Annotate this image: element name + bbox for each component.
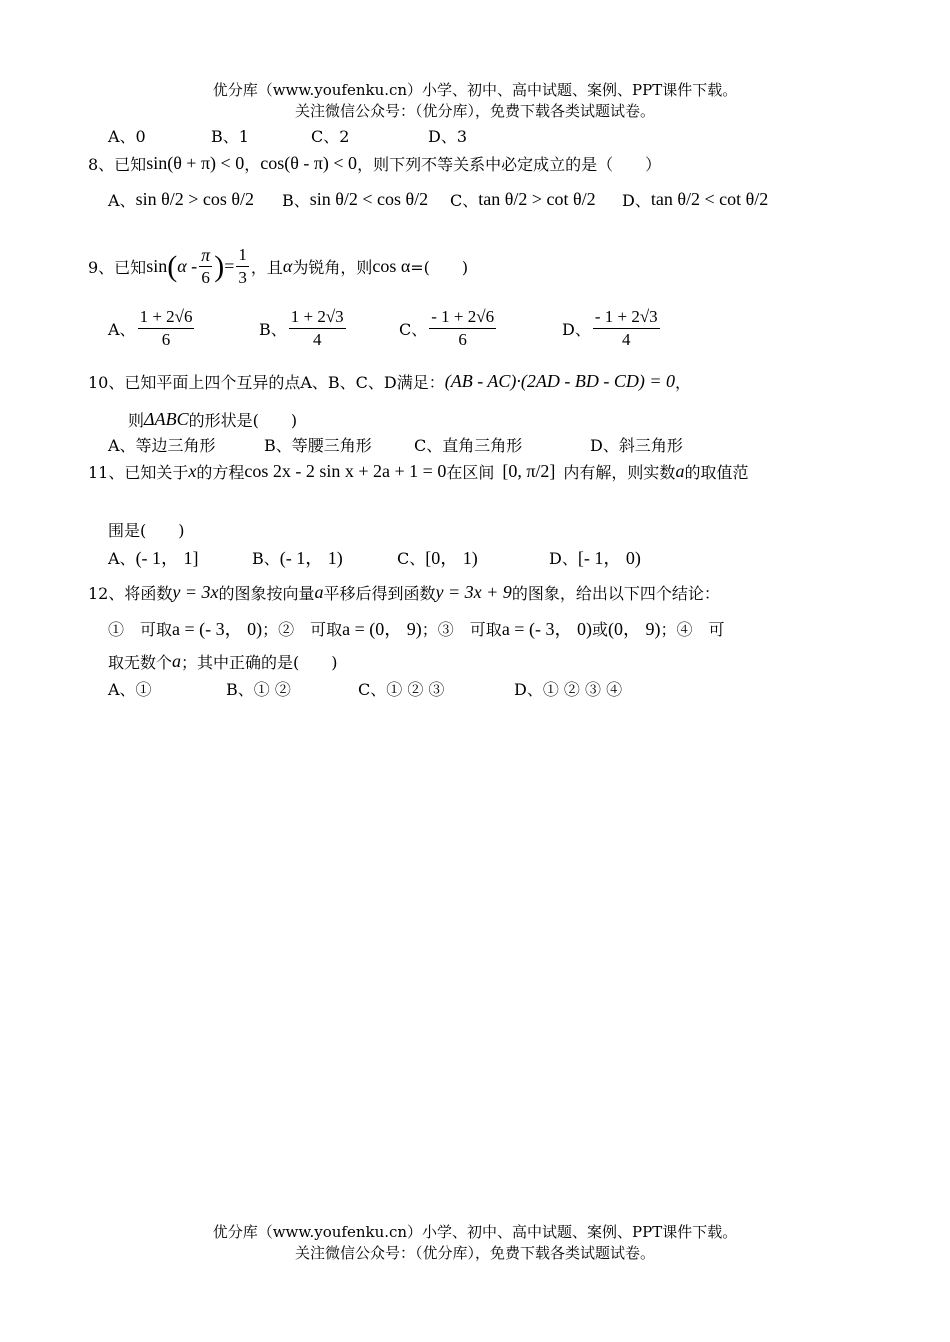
q9-option-d bbox=[562, 306, 662, 351]
q9-mid: ，且 bbox=[250, 258, 283, 277]
q12-l3a: 取无数个 bbox=[108, 653, 173, 672]
q8-option-b-expr: sin θ/2 < cos θ/2 bbox=[309, 189, 429, 209]
q9-stem bbox=[88, 244, 468, 289]
q7-option-a: A、0 bbox=[108, 127, 146, 146]
q8-mid: ， bbox=[244, 155, 261, 174]
q11-prefix: 11、已知关于 bbox=[88, 463, 189, 482]
q10-line2 bbox=[128, 408, 297, 431]
q11-suffix: 的取值范 bbox=[684, 463, 749, 482]
q10-triangle: ΔABC bbox=[144, 409, 189, 429]
q9-option-a bbox=[108, 306, 259, 351]
q12-mid: 的图象按向量 bbox=[218, 584, 315, 603]
q10-prefix: 10、已知平面上四个互异的点A、B、C、D满足： bbox=[88, 373, 445, 392]
q11-option-b-value: (- 1， 1) bbox=[279, 548, 343, 568]
q8-option-c bbox=[450, 188, 622, 211]
q11-option-a bbox=[108, 544, 252, 570]
footer-line-1: 优分库（www.youfenku.cn）小学、初中、高中试题、案例、PPT课件下载。 bbox=[212, 1223, 738, 1241]
q8-option-a-expr: sin θ/2 > cos θ/2 bbox=[135, 189, 254, 209]
q10-option-b: B、等腰三角形 bbox=[264, 436, 372, 455]
q11-option-c bbox=[397, 544, 549, 570]
q8-cond1: sin(θ + π) < 0 bbox=[146, 153, 245, 173]
q10-options bbox=[108, 433, 683, 456]
q12-stem bbox=[88, 581, 720, 604]
q11-option-b-label: B、 bbox=[252, 548, 280, 568]
q9-option-c bbox=[399, 306, 562, 351]
q10-option-a: A、等边三角形 bbox=[108, 436, 216, 455]
q9-paren-left: ( bbox=[167, 249, 178, 283]
q9-alpha: α bbox=[282, 256, 293, 276]
q8-cond2: cos(θ - π) < 0 bbox=[260, 153, 358, 173]
q12-l3-a: a bbox=[172, 651, 182, 671]
q12-prefix: 12、将函数 bbox=[88, 584, 173, 603]
q9-option-a-label: A、 bbox=[108, 320, 136, 339]
q9-option-c-den: 6 bbox=[458, 330, 467, 349]
q10-line2b: 的形状是( ) bbox=[188, 411, 298, 430]
q9-option-b-label: B、 bbox=[259, 320, 287, 339]
q7-option-c: C、2 bbox=[311, 127, 350, 146]
q12-option-a: A、① bbox=[108, 680, 152, 699]
q9-option-b-num: 1 + 2√3 bbox=[289, 306, 346, 329]
q9-cos-alpha: cos α bbox=[372, 256, 411, 276]
q12-l2-or: 或 bbox=[591, 619, 608, 639]
q11-mid3: 内有解，则实数 bbox=[563, 463, 676, 482]
q9-option-c-label: C、 bbox=[399, 320, 428, 339]
q12-line3 bbox=[108, 650, 338, 673]
q12-l2-1: ① 可取 bbox=[108, 619, 173, 639]
q10-option-d: D、斜三角形 bbox=[590, 436, 683, 455]
q10-expr: (AB - AC)·(2AD - BD - CD) = 0 bbox=[444, 371, 676, 391]
q12-options bbox=[108, 677, 622, 700]
q11-line2 bbox=[108, 518, 185, 541]
q8-option-a bbox=[108, 188, 282, 211]
q9-pi-over-6: $\frac{\pi}{6}$ bbox=[201, 245, 211, 287]
q7-options bbox=[108, 124, 467, 147]
q8-option-b bbox=[282, 188, 450, 211]
q8-option-b-label: B、 bbox=[282, 191, 310, 210]
q8-stem bbox=[88, 152, 661, 175]
q12-line2 bbox=[108, 615, 724, 641]
q8-suffix: ，则下列不等关系中必定成立的是（ ） bbox=[357, 155, 662, 174]
q9-option-b-den: 4 bbox=[312, 330, 322, 349]
q12-l2-v4: (0， 9) bbox=[607, 619, 661, 639]
q9-prefix: 9、已知 bbox=[88, 258, 147, 277]
q9-equals: = bbox=[224, 256, 235, 276]
q11-option-b bbox=[252, 544, 397, 570]
q10-line2a: 则 bbox=[128, 411, 145, 430]
q12-f2: y = 3x + 9 bbox=[435, 582, 512, 602]
q10-option-c: C、直角三角形 bbox=[414, 436, 523, 455]
q9-option-a-num: 1 + 2√6 bbox=[138, 306, 195, 329]
q11-line2-text: 围是( ) bbox=[108, 521, 185, 540]
q12-option-c: C、① ② ③ bbox=[358, 680, 445, 699]
q12-option-b: B、① ② bbox=[226, 680, 291, 699]
q9-options bbox=[108, 306, 662, 351]
footer-line-2: 关注微信公众号：（优分库），免费下载各类试题试卷。 bbox=[294, 1244, 655, 1262]
q8-option-c-label: C、 bbox=[450, 191, 479, 210]
q11-stem bbox=[88, 460, 748, 483]
q12-vector: a bbox=[314, 582, 324, 602]
q8-option-d bbox=[622, 188, 768, 211]
q11-equation: cos 2x - 2 sin x + 2a + 1 = 0 bbox=[244, 461, 447, 481]
q9-one-third: $\frac{1}{3}$ bbox=[238, 245, 247, 287]
q12-mid2: 平移后得到函数 bbox=[323, 584, 436, 603]
q12-l2-4: ；④ 可 bbox=[660, 619, 725, 639]
q9-suffix: =( ) bbox=[410, 258, 469, 277]
q9-option-a-den: 6 bbox=[161, 330, 171, 349]
q11-a: a bbox=[675, 461, 685, 481]
q12-l2-v2: a = (0， 9) bbox=[342, 619, 422, 639]
q11-option-a-label: A、 bbox=[108, 548, 136, 568]
q11-options bbox=[108, 544, 641, 570]
q8-option-d-expr: tan θ/2 < cot θ/2 bbox=[650, 189, 769, 209]
q11-option-d-value: [- 1， 0) bbox=[577, 548, 641, 568]
q9-option-d-den: 4 bbox=[622, 330, 631, 349]
q10-suffix: ， bbox=[675, 373, 692, 392]
q11-option-d bbox=[549, 544, 641, 570]
q11-x: x bbox=[188, 461, 197, 481]
q8-option-d-label: D、 bbox=[622, 191, 651, 210]
q8-options bbox=[108, 188, 768, 211]
q11-interval: [0, π/2] bbox=[502, 461, 556, 481]
q9-mid2: 为锐角，则 bbox=[292, 258, 373, 277]
q12-f1: y = 3x bbox=[172, 582, 219, 602]
q11-option-d-label: D、 bbox=[549, 548, 578, 568]
q8-option-c-expr: tan θ/2 > cot θ/2 bbox=[478, 189, 596, 209]
q11-mid2: 在区间 bbox=[446, 463, 495, 482]
q12-suffix: 的图象，给出以下四个结论： bbox=[511, 584, 720, 603]
q9-sin: sin bbox=[146, 256, 168, 276]
q12-l3b: ；其中正确的是( ) bbox=[181, 653, 338, 672]
q9-option-c-num: - 1 + 2√6 bbox=[429, 306, 496, 329]
q9-paren-right: ) bbox=[214, 249, 225, 283]
q12-l2-3: ；③ 可取 bbox=[421, 619, 502, 639]
q7-option-b: B、1 bbox=[211, 127, 249, 146]
q9-option-b bbox=[259, 306, 399, 351]
q8-option-a-label: A、 bbox=[108, 191, 136, 210]
header-line-2: 关注微信公众号：（优分库），免费下载各类试题试卷。 bbox=[294, 102, 655, 120]
q11-option-a-value: (- 1， 1] bbox=[135, 548, 199, 568]
q8-prefix: 8、已知 bbox=[88, 155, 147, 174]
q11-mid: 的方程 bbox=[196, 463, 245, 482]
q12-l2-v1: a = (- 3， 0) bbox=[172, 619, 263, 639]
q12-l2-2: ；② 可取 bbox=[262, 619, 343, 639]
q10-stem bbox=[88, 370, 691, 393]
q11-option-c-value: [0， 1) bbox=[425, 548, 478, 568]
q11-option-c-label: C、 bbox=[397, 548, 426, 568]
header-line-1: 优分库（www.youfenku.cn）小学、初中、高中试题、案例、PPT课件下载。 bbox=[212, 81, 738, 99]
q9-option-d-label: D、 bbox=[562, 320, 591, 339]
q12-l2-v3: a = (- 3， 0) bbox=[501, 619, 592, 639]
q12-option-d: D、① ② ③ ④ bbox=[514, 680, 623, 699]
q9-alpha-in: α - bbox=[177, 256, 198, 276]
q9-option-d-num: - 1 + 2√3 bbox=[593, 306, 660, 329]
q7-option-d: D、3 bbox=[428, 127, 468, 146]
